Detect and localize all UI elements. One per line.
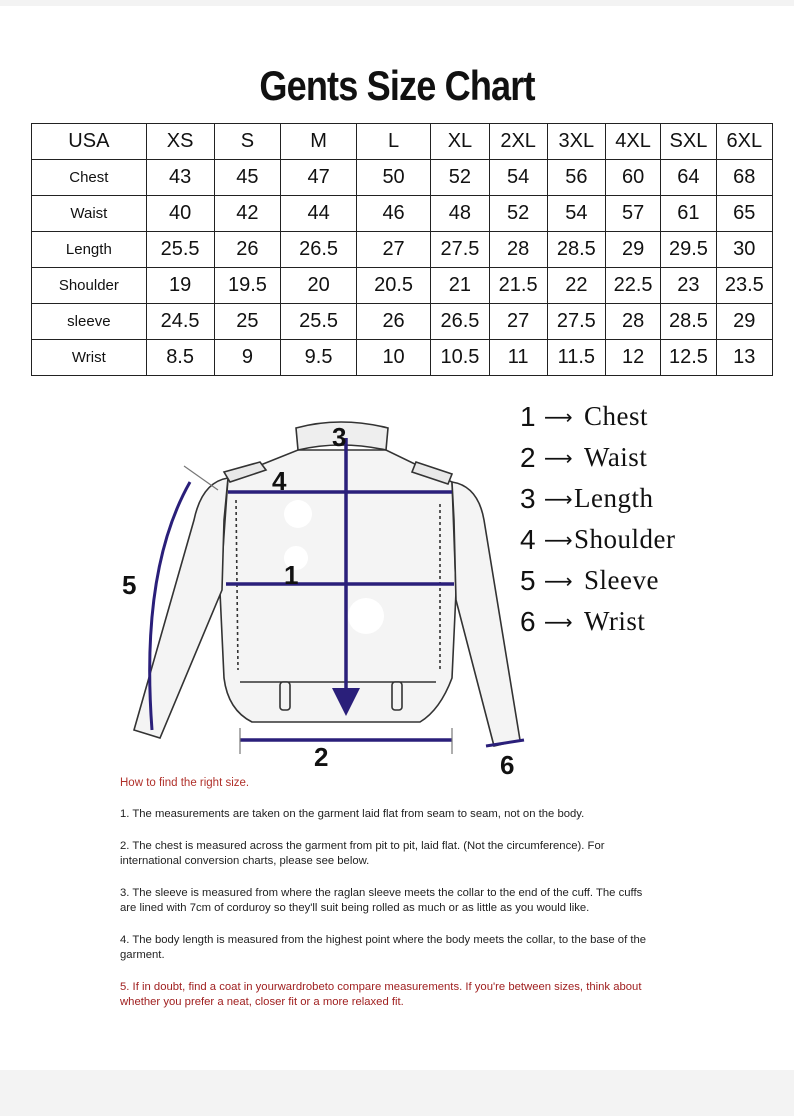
marker-length: 3	[332, 422, 347, 452]
table-row	[32, 232, 773, 268]
instruction-item: 2. The chest is measured across the garment from pit to pit, laid flat. (Not the circumference). For international conversion charts, please see below.	[120, 840, 605, 867]
legend-number: 2	[520, 441, 536, 473]
legend-label: Length	[574, 483, 654, 513]
table-header-cell: XS	[146, 124, 214, 160]
marker-chest: 1	[284, 560, 299, 590]
legend-label: Sleeve	[584, 565, 659, 595]
table-cell: 54	[547, 196, 605, 232]
table-row	[32, 196, 773, 232]
instruction-item: 1. The measurements are taken on the garment laid flat from seam to seam, not on the body.	[120, 808, 585, 820]
table-header-cell: 3XL	[547, 124, 605, 160]
marker-shoulder: 4	[272, 466, 287, 496]
table-cell: 28	[489, 232, 547, 268]
table-header-cell: 4XL	[605, 124, 660, 160]
table-cell: 30	[716, 232, 772, 268]
page-title: Gents Size Chart	[259, 62, 535, 109]
legend-item-wrist	[520, 601, 760, 642]
table-row	[32, 304, 773, 340]
instruction-item: 4. The body length is measured from the highest point where the body meets the collar, to the base of the garment.	[120, 934, 647, 961]
instructions-heading: How to find the right size.	[120, 777, 250, 789]
table-cell: 26	[356, 304, 431, 340]
row-label: sleeve	[32, 304, 147, 340]
table-header-cell: L	[356, 124, 431, 160]
table-cell: 22.5	[605, 268, 660, 304]
table-cell: 21.5	[489, 268, 547, 304]
table-cell: 9.5	[281, 340, 356, 376]
table-cell: 25	[214, 304, 281, 340]
table-cell: 27	[356, 232, 431, 268]
bottom-band	[0, 1070, 794, 1116]
table-cell: 50	[356, 160, 431, 196]
arrow-right-icon: ⟶	[544, 404, 573, 429]
legend-item-length	[520, 478, 760, 519]
table-row	[32, 160, 773, 196]
table-cell: 10	[356, 340, 431, 376]
table-row	[32, 340, 773, 376]
table-cell: 25.5	[281, 304, 356, 340]
measurement-legend	[520, 396, 760, 642]
table-cell: 52	[431, 160, 489, 196]
table-cell: 20.5	[356, 268, 431, 304]
table-header-cell: M	[281, 124, 356, 160]
legend-item-waist	[520, 437, 760, 478]
table-cell: 23	[661, 268, 716, 304]
table-cell: 11.5	[547, 340, 605, 376]
marker-wrist: 6	[500, 750, 515, 780]
table-cell: 22	[547, 268, 605, 304]
legend-number: 5	[520, 564, 536, 596]
legend-number: 4	[520, 523, 536, 555]
legend-label: Shoulder	[574, 524, 676, 554]
table-cell: 8.5	[146, 340, 214, 376]
table-cell: 24.5	[146, 304, 214, 340]
table-cell: 27.5	[431, 232, 489, 268]
table-cell: 23.5	[716, 268, 772, 304]
row-label: Waist	[32, 196, 147, 232]
table-cell: 48	[431, 196, 489, 232]
legend-item-shoulder	[520, 519, 760, 560]
table-row	[32, 268, 773, 304]
table-cell: 29	[716, 304, 772, 340]
table-cell: 57	[605, 196, 660, 232]
sizing-instructions	[120, 776, 650, 1027]
table-header-cell: S	[214, 124, 281, 160]
table-header-cell: 2XL	[489, 124, 547, 160]
table-cell: 68	[716, 160, 772, 196]
arrow-right-icon: ⟶	[544, 486, 573, 511]
table-header-cell: 6XL	[716, 124, 772, 160]
table-cell: 64	[661, 160, 716, 196]
row-label: Wrist	[32, 340, 147, 376]
legend-number: 6	[520, 605, 536, 637]
instruction-note: 5. If in doubt, find a coat in yourwardrobeto compare measurements. If you're between sizes, think about whether you prefer a neat, closer fit or a more relaxed fit.	[120, 981, 642, 1008]
table-cell: 9	[214, 340, 281, 376]
table-cell: 46	[356, 196, 431, 232]
arrow-right-icon: ⟶	[544, 445, 573, 470]
table-cell: 25.5	[146, 232, 214, 268]
table-cell: 45	[214, 160, 281, 196]
table-cell: 12.5	[661, 340, 716, 376]
table-cell: 28.5	[547, 232, 605, 268]
marker-waist: 2	[314, 742, 329, 772]
table-cell: 28.5	[661, 304, 716, 340]
table-cell: 61	[661, 196, 716, 232]
table-cell: 27	[489, 304, 547, 340]
legend-number: 3	[520, 482, 536, 514]
table-cell: 19.5	[214, 268, 281, 304]
size-chart-table	[31, 123, 773, 376]
table-header-row	[32, 124, 773, 160]
legend-label: Chest	[584, 401, 649, 431]
table-cell: 60	[605, 160, 660, 196]
table-cell: 44	[281, 196, 356, 232]
table-header-cell: SXL	[661, 124, 716, 160]
table-cell: 29.5	[661, 232, 716, 268]
legend-item-chest	[520, 396, 760, 437]
table-cell: 13	[716, 340, 772, 376]
arrow-right-icon: ⟶	[544, 568, 573, 593]
table-cell: 20	[281, 268, 356, 304]
table-cell: 28	[605, 304, 660, 340]
table-cell: 26.5	[431, 304, 489, 340]
arrow-right-icon: ⟶	[544, 609, 573, 634]
table-cell: 40	[146, 196, 214, 232]
table-header-cell: XL	[431, 124, 489, 160]
table-cell: 65	[716, 196, 772, 232]
legend-label: Wrist	[584, 606, 646, 636]
table-cell: 21	[431, 268, 489, 304]
table-cell: 43	[146, 160, 214, 196]
table-cell: 56	[547, 160, 605, 196]
table-cell: 19	[146, 268, 214, 304]
legend-item-sleeve	[520, 560, 760, 601]
marker-sleeve: 5	[122, 570, 137, 600]
table-cell: 26.5	[281, 232, 356, 268]
row-label: Chest	[32, 160, 147, 196]
table-cell: 27.5	[547, 304, 605, 340]
table-cell: 10.5	[431, 340, 489, 376]
jacket-diagram	[100, 410, 540, 780]
table-corner-cell: USA	[32, 124, 147, 160]
table-cell: 54	[489, 160, 547, 196]
top-band	[0, 0, 794, 6]
table-cell: 12	[605, 340, 660, 376]
legend-number: 1	[520, 400, 536, 432]
table-cell: 26	[214, 232, 281, 268]
table-cell: 11	[489, 340, 547, 376]
table-cell: 42	[214, 196, 281, 232]
table-cell: 29	[605, 232, 660, 268]
table-cell: 52	[489, 196, 547, 232]
table-cell: 47	[281, 160, 356, 196]
arrow-right-icon: ⟶	[544, 527, 573, 552]
legend-label: Waist	[584, 442, 648, 472]
instruction-item: 3. The sleeve is measured from where the raglan sleeve meets the collar to the end of the cuff. The cuffs are lined with 7cm of corduroy so they'll suit being rolled as much or as little as you would like.	[120, 887, 643, 914]
row-label: Length	[32, 232, 147, 268]
row-label: Shoulder	[32, 268, 147, 304]
